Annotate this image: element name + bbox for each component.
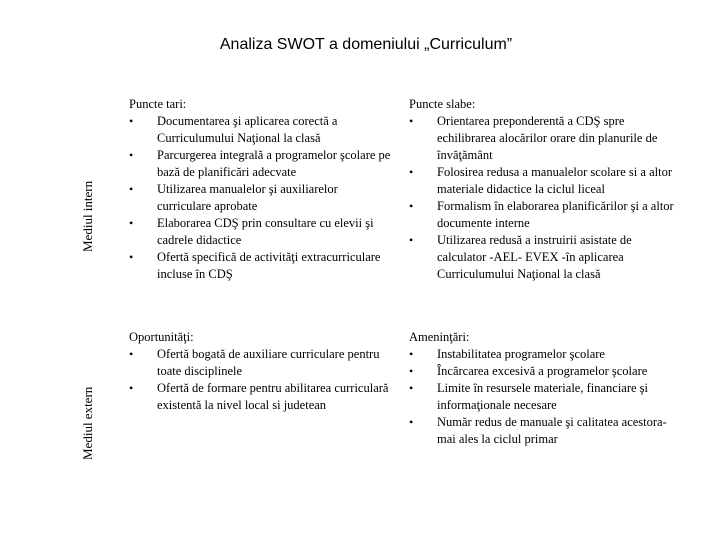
strengths-list bbox=[129, 113, 391, 283]
side-label-intern: Mediul intern bbox=[80, 180, 95, 252]
list-item: • Număr redus de manuale şi calitatea acestora- mai ales la ciclul primar bbox=[409, 414, 679, 448]
list-item: • Formalism în elaborarea planificărilor şi a altor documente interne bbox=[409, 198, 679, 232]
side-label-extern: Mediul extern bbox=[80, 386, 95, 460]
list-item: • Documentarea şi aplicarea corectă a Curriculumului Naţional la clasă bbox=[129, 113, 391, 147]
opportunities-quadrant bbox=[129, 329, 391, 414]
weaknesses-quadrant bbox=[409, 96, 679, 283]
opportunities-heading: Oportunităţi: bbox=[129, 330, 194, 344]
list-item: • Utilizarea manualelor şi auxiliarelor curriculare aprobate bbox=[129, 181, 391, 215]
list-item: • Ofertă specifică de activităţi extracurriculare incluse în CDŞ bbox=[129, 249, 391, 283]
threats-quadrant bbox=[409, 329, 679, 448]
list-item: • Instabilitatea programelor şcolare bbox=[409, 346, 679, 363]
weaknesses-list bbox=[409, 113, 679, 283]
list-item: • Parcurgerea integrală a programelor şcolare pe bază de planificări adecvate bbox=[129, 147, 391, 181]
list-item: • Utilizarea redusă a instruirii asistate de calculator -AEL- EVEX -în aplicarea Curriculumului Naţional la clasă bbox=[409, 232, 679, 283]
threats-heading: Ameninţări: bbox=[409, 330, 470, 344]
list-item: • Folosirea redusa a manualelor scolare si a altor materiale didactice la ciclul liceal bbox=[409, 164, 679, 198]
opportunities-list bbox=[129, 346, 391, 414]
page-title: Analiza SWOT a domeniului „Curriculum” bbox=[219, 36, 513, 53]
strengths-heading: Puncte tari: bbox=[129, 97, 187, 111]
list-item: • Elaborarea CDŞ prin consultare cu elevii şi cadrele didactice bbox=[129, 215, 391, 249]
weaknesses-heading: Puncte slabe: bbox=[409, 97, 476, 111]
list-item: • Limite în resursele materiale, financiare şi informaţionale necesare bbox=[409, 380, 679, 414]
list-item: • Ofertă de formare pentru abilitarea curriculară existentă la nivel local si judetean bbox=[129, 380, 391, 414]
list-item: • Încărcarea excesivă a programelor şcolare bbox=[409, 363, 679, 380]
threats-list bbox=[409, 346, 679, 448]
list-item: • Orientarea preponderentă a CDŞ spre echilibrarea alocărilor orare din planurile de învăţământ bbox=[409, 113, 679, 164]
list-item: • Ofertă bogată de auxiliare curriculare pentru toate disciplinele bbox=[129, 346, 391, 380]
strengths-quadrant bbox=[129, 96, 391, 283]
